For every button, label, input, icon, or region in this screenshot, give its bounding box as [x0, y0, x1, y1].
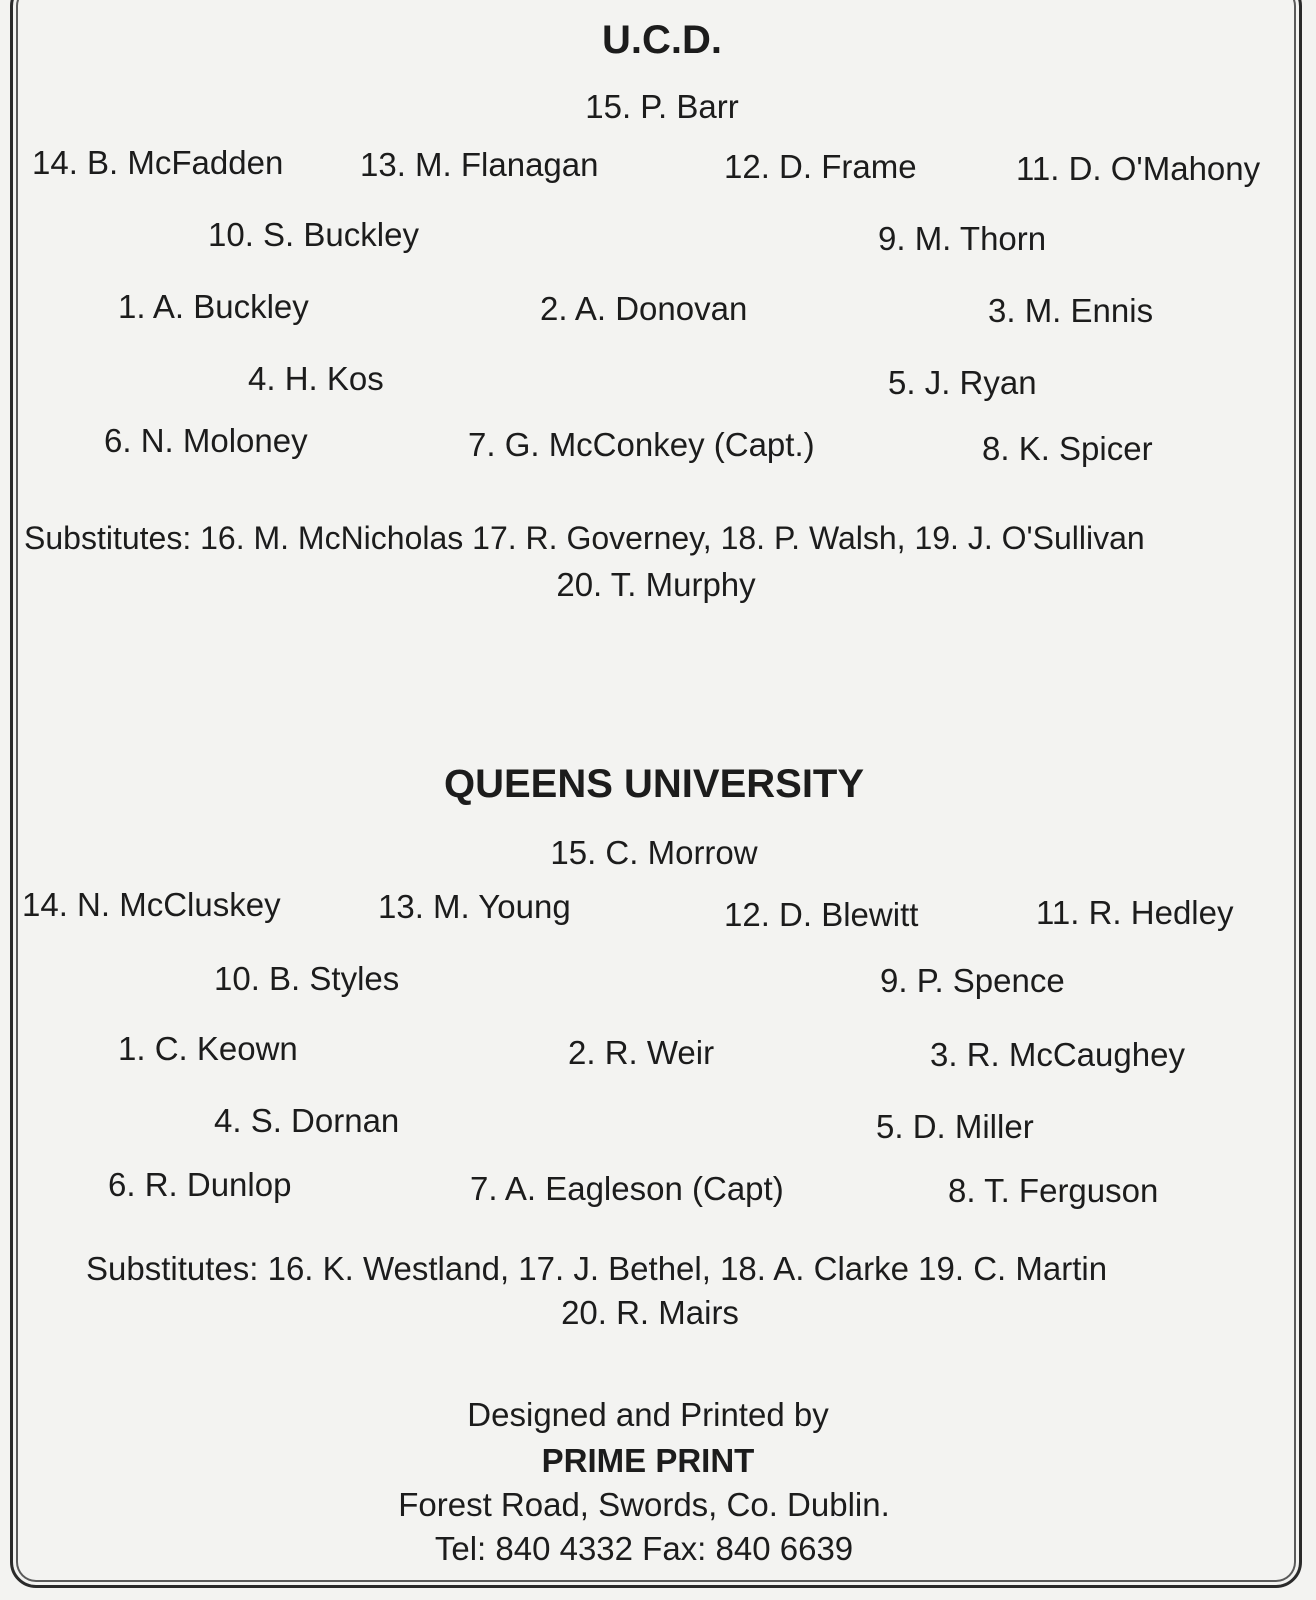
player-8: 8. K. Spicer — [982, 430, 1153, 467]
player-4: 4. H. Kos — [248, 360, 384, 397]
player-2: 2. R. Weir — [568, 1034, 715, 1071]
player-1: 1. A. Buckley — [118, 288, 309, 325]
player-2: 2. A. Donovan — [540, 290, 748, 327]
player-3: 3. M. Ennis — [988, 292, 1154, 329]
player-9: 9. M. Thorn — [878, 220, 1047, 257]
printer-name: PRIME PRINT — [541, 1442, 755, 1479]
player-5: 5. J. Ryan — [888, 364, 1037, 401]
player-7: 7. G. McConkey (Capt.) — [468, 426, 815, 463]
player-12: 12. D. Frame — [724, 148, 917, 185]
player-3: 3. R. McCaughey — [930, 1036, 1185, 1073]
player-5: 5. D. Miller — [876, 1108, 1034, 1145]
team-title-ucd: U.C.D. — [602, 18, 722, 62]
substitutes-line: 20. R. Mairs — [561, 1294, 739, 1331]
player-13: 13. M. Flanagan — [360, 146, 599, 183]
player-6: 6. N. Moloney — [104, 422, 308, 459]
player-15: 15. P. Barr — [585, 88, 739, 125]
player-7: 7. A. Eagleson (Capt) — [470, 1170, 784, 1207]
player-10: 10. B. Styles — [214, 960, 400, 997]
player-4: 4. S. Dornan — [214, 1102, 400, 1139]
substitutes-line: Substitutes: 16. M. McNicholas 17. R. Governey, 18. P. Walsh, 19. J. O'Sullivan — [24, 520, 1145, 556]
team-title-queens: QUEENS UNIVERSITY — [443, 762, 865, 806]
substitutes-line: Substitutes: 16. K. Westland, 17. J. Bethel, 18. A. Clarke 19. C. Martin — [86, 1250, 1108, 1287]
player-13: 13. M. Young — [378, 888, 571, 925]
substitutes-line: 20. T. Murphy — [556, 566, 756, 603]
player-12: 12. D. Blewitt — [724, 896, 919, 933]
printer-contact: Tel: 840 4332 Fax: 840 6639 — [434, 1530, 854, 1567]
player-14: 14. B. McFadden — [32, 144, 284, 181]
player-11: 11. R. Hedley — [1036, 894, 1234, 931]
player-6: 6. R. Dunlop — [108, 1166, 292, 1203]
player-14: 14. N. McCluskey — [22, 886, 281, 923]
player-15: 15. C. Morrow — [550, 834, 758, 871]
player-10: 10. S. Buckley — [208, 216, 419, 253]
printer-address: Forest Road, Swords, Co. Dublin. — [398, 1486, 890, 1523]
printer-credit: Designed and Printed by — [467, 1396, 829, 1433]
player-1: 1. C. Keown — [118, 1030, 298, 1067]
player-11: 11. D. O'Mahony — [1016, 150, 1261, 187]
player-9: 9. P. Spence — [880, 962, 1065, 999]
player-8: 8. T. Ferguson — [948, 1172, 1159, 1209]
